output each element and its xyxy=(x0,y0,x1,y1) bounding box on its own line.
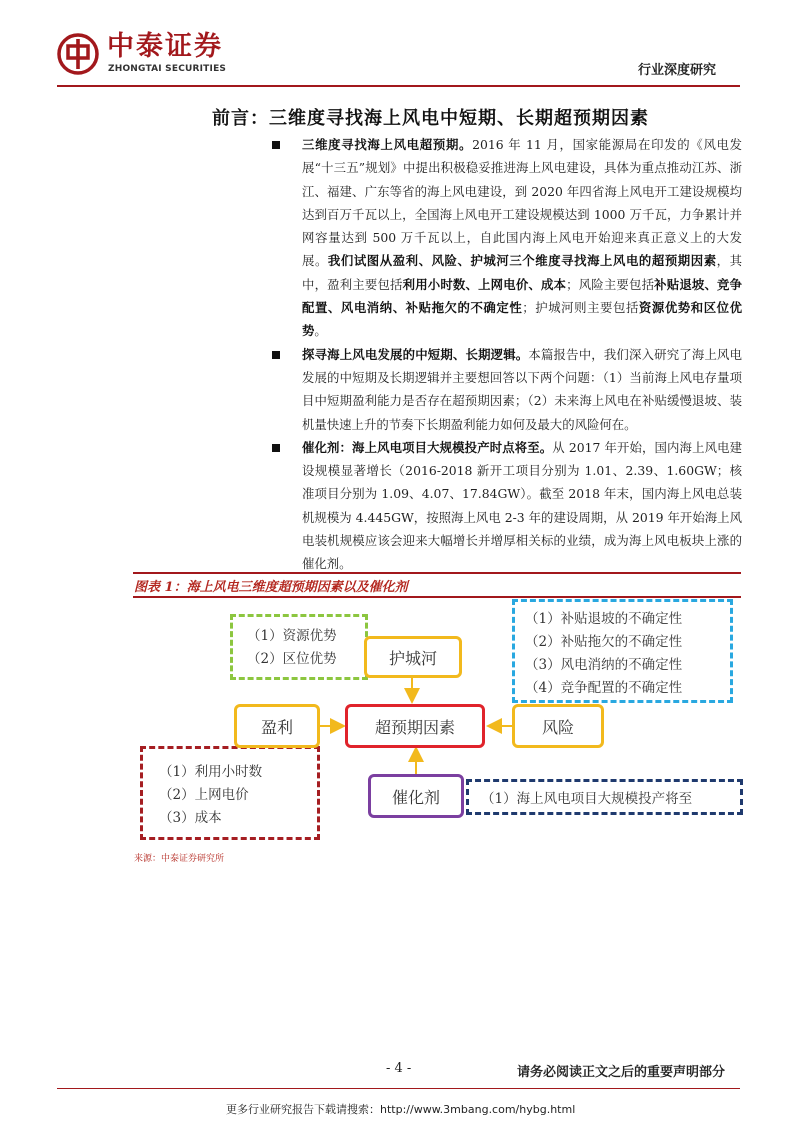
moat-node: 护城河 xyxy=(364,636,462,678)
risk-node: 风险 xyxy=(512,704,604,748)
bullet-body: 。 xyxy=(314,323,327,339)
risk-item: （4）竞争配置的不确定性 xyxy=(525,680,683,696)
logo-english-name: ZHONGTAI SECURITIES xyxy=(108,64,227,74)
section-title: 前言：三维度寻找海上风电中短期、长期超预期因素 xyxy=(212,108,649,129)
footer-divider xyxy=(57,1088,740,1089)
risk-item: （3）风电消纳的不确定性 xyxy=(525,657,683,673)
bullet-body: 从 2017 年开始，国内海上风电建设规模显著增长（2016-2018 新开工项目分别为 1.01、2.39、1.60GW；核准项目分别为 1.09、4.07、17.84GW）。截至 2018 年末，国内海上风电总装机规模为 4.445GW，按照海上风电 2-3 年的建设周期，从 2019 年开始海上风电装机规模应该会迎来大幅增长并增厚相关标的业绩，成为海上风电板块上涨的催化剂。 xyxy=(302,439,743,572)
profit-node: 盈利 xyxy=(234,704,320,748)
profit-item: （2）上网电价 xyxy=(159,787,249,803)
risk-detail-box xyxy=(512,599,733,703)
figure-caption: 图表 1：海上风电三维度超预期因素以及催化剂 xyxy=(134,580,408,595)
catalyst-node: 催化剂 xyxy=(368,774,464,818)
catalyst-item: （1）海上风电项目大规模投产将至 xyxy=(481,791,693,807)
profit-item: （1）利用小时数 xyxy=(159,764,263,780)
bullet-bold: 我们试图从盈利、风险、护城河三个维度寻找海上风电的超预期因素 xyxy=(327,253,717,269)
bullet-body: ；护城河则主要包括 xyxy=(522,300,639,316)
center-node: 超预期因素 xyxy=(345,704,485,748)
footer-download-link[interactable]: 更多行业研究报告下载请搜索：http://www.3mbang.com/hybg.html xyxy=(226,1103,576,1116)
profit-detail-box xyxy=(140,746,320,840)
figure-source: 来源：中泰证券研究所 xyxy=(134,854,225,864)
risk-item: （2）补贴拖欠的不确定性 xyxy=(525,634,683,650)
bullet-bold: 补贴退坡、竞争配置、风电消纳、补贴拖欠的不确定性 xyxy=(302,276,743,316)
logo-chinese-name: 中泰证券 xyxy=(107,31,223,62)
bullet-lead: 三维度寻找海上风电超预期。 xyxy=(302,137,473,152)
page-number: - 4 - xyxy=(386,1061,412,1076)
bullet-body: 本篇报告中，我们深入研究了海上风电发展的中短期及长期逻辑并主要想回答以下两个问题：（1）当前海上风电存量项目中短期盈利能力是否存在超预期因素；（2）未来海上风电在补贴缓慢退坡、装机量快速上升的节奏下长期盈利能力如何及最大的风险何在。 xyxy=(302,346,743,432)
bullet-bold: 资源优势和区位优势 xyxy=(302,300,743,339)
bullet-body: 2016 年 11 月，国家能源局在印发的《风电发展“十三五”规划》中提出积极稳妥推进海上风电建设，具体为重点推动江苏、浙江、福建、广东等省的海上风电建设，到 2020 年四省海上风电开工建设规模均达到百万千瓦以上，全国海上风电开工建设规模达到 1000 万千瓦，力争累计并网容量达到 500 万千瓦以上，自此国内海上风电开始迎来真正意义上的大发展。 xyxy=(302,137,743,269)
bullet-body: ，其中，盈利主要包括 xyxy=(302,253,743,292)
profit-item: （3）成本 xyxy=(159,810,222,826)
moat-detail-box xyxy=(230,614,368,680)
moat-item: （1）资源优势 xyxy=(247,628,337,644)
bullet-bold: 利用小时数、上网电价、成本 xyxy=(402,276,567,292)
moat-item: （2）区位优势 xyxy=(247,651,337,667)
footer-disclaimer: 请务必阅读正文之后的重要声明部分 xyxy=(517,1065,726,1080)
bullet-lead: 催化剂：海上风电项目大规模投产时点将至。 xyxy=(302,439,553,455)
bullet-lead: 探寻海上风电发展的中短期、长期逻辑。 xyxy=(302,346,529,362)
risk-item: （1）补贴退坡的不确定性 xyxy=(525,611,683,627)
bullet-body: ；风险主要包括 xyxy=(566,276,655,292)
report-type-label: 行业深度研究 xyxy=(638,63,717,78)
catalyst-detail-box xyxy=(466,779,743,815)
